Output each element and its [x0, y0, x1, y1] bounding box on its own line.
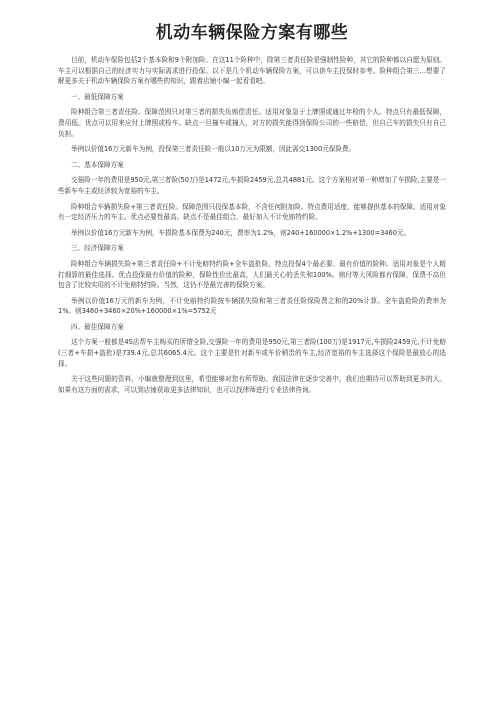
section-minimum-example: 举例以价值16万元新车为例，投保第三者责任险一般以10万元为限额，因此需交1300元保险费。 — [71, 145, 356, 154]
section-economy-paragraph: 险种组合车辆损失险+第三者责任险+不计免赔特约险+全车盗抢险。特点投保4个最必要、最有价值的险种。适用对象是个人精打细算的最佳选择。优点投保最有价值的险种，保险性价比最高，人们最关心的丢失和100%。赔付等大风险都有保障，保费不高但包含了比较实用的不计免赔特约险。当然，这仍不是最完善的保险方案。 — [58, 259, 446, 290]
intro-paragraph: 目前，机动车保险包括2个基本险和9个附加险。在这11个险种中，除第三者责任险是强制性险种，其它的险种都以自愿为原则。车主可以根据自己的经济实力与实际需求进行投保。以下是几个机动车辆保险方案，可以供车主投保时参考。险种组合第三...想要了解更多关于机动车辆保险方案有哪些的知识，跟着店铺小编一起看看吧。 — [58, 56, 446, 86]
section-basic-example: 举例以价值16万元新车为例，车损险基本保费为240元，费率为1.2%，则240+160000×1.2%+1300=3460元。 — [71, 228, 411, 237]
closing-paragraph: 关于这些问题的资料，小编就整理到这里，希望能够对您有所帮助。我国法律在逐步完善中，我们也期待可以帮助到更多的人。如果有这方面的需求，可以到店铺获取更多法律知识，也可以找律师进行专业法律咨询。 — [58, 375, 446, 394]
section-heading-basic: 二、基本保障方案 — [71, 160, 124, 169]
section-heading-economy: 三、经济保障方案 — [71, 244, 124, 253]
document-title: 机动车辆保险方案有哪些 — [155, 23, 349, 43]
section-best-paragraph: 这个方案一般都是4S店帮车主购买的所谓全险,交强险一年的费用是950元,第三者险(100万)是1917元,车损险2459元,不计免赔(三者+车损+盗抢)是739.4元,总共6065.4元。这个主要是针对新车或车价稍贵的车主,经济宽裕的车主选择这个保险是最放心的选择。 — [58, 338, 446, 368]
section-economy-example: 举例以价值16万元的新车为例，不计免赔特约险按车辆损失险和第三者责任险保险费之和的20%计算。全车盗抢险的费率为1%。则3460+3460×20%+160000×1%=5752元 — [58, 296, 446, 316]
section-heading-best: 四、最佳保障方案 — [71, 322, 124, 331]
section-basic-paragraph-1: 交强险一年的费用是950元,第三者险(50万)是1472元,车损险2459元,总共4881元。这个方案相对第一种增加了车损险,主要是一些新车车主或经济较为宽裕的车主。 — [58, 176, 446, 195]
section-heading-minimum: 一、最低保障方案 — [71, 92, 124, 101]
section-basic-paragraph-2: 险种组合车辆损失险+第三者责任险。保障范围只投保基本险，不含任何附加险。特点费用适度，能够提供基本的保障。适用对象有一定经济压力的车主。优点必要性最高。缺点不是最佳组合，最好加入不计免赔特约险。 — [58, 202, 446, 222]
section-minimum-paragraph: 险种组合第三者责任险。保障范围只对第三者的损失负赔偿责任。适用对象急于上牌照或通过年检的个人。特点只有最低保障，费用低。优点可以用来应付上牌照或检车。缺点一旦撞车或撞人，对方的损失能得到保险公司的一些赔偿，但自己车的损失只有自己负担。 — [58, 108, 446, 138]
